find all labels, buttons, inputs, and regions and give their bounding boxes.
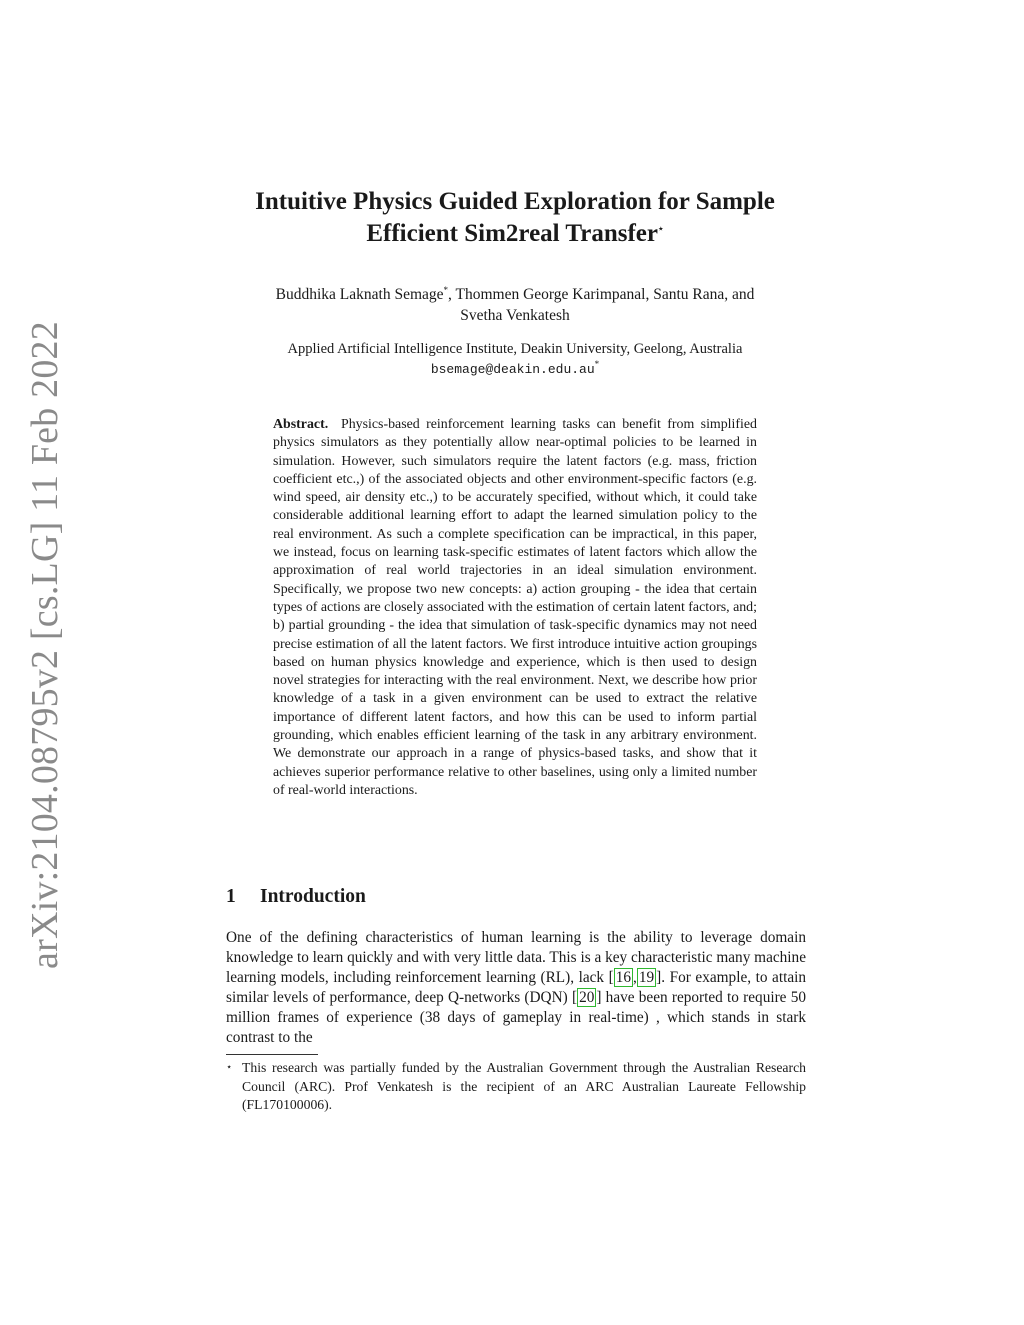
email-line xyxy=(200,359,830,380)
other-authors: , Thommen George Karimpanal, Santu Rana, and xyxy=(448,286,755,303)
affiliation-block xyxy=(200,339,830,380)
intro-text-3: have been reported to require 50 million frames of experience (38 days of gameplay in real-time) , which stands in stark contrast to the xyxy=(226,989,806,1046)
author-list xyxy=(200,284,830,326)
citation-link-20[interactable]: 20 xyxy=(579,989,595,1006)
email-link[interactable]: bsemage@deakin.edu.au xyxy=(430,362,595,377)
citation-link-16[interactable]: 16 xyxy=(615,969,632,986)
intro-text-1: One of the defining characteristics of human learning is the ability to leverage domain knowledge to learn quickly and with very little data. This is a key characteristic many machine learning models, including reinforcement learning (RL), lack xyxy=(226,929,806,986)
citation-separator: , xyxy=(633,969,637,986)
footnote-mark: ⋆ xyxy=(226,1062,233,1073)
abstract-text: Physics-based reinforcement learning tasks can benefit from simplified physics simulators as they potentially allow near-optimal policies to be learned in simulation. However, such simulators require the latent factors (e.g. mass, friction coefficient etc.,) of the associated objects and other environment-specific factors (e.g. wind speed, air density etc.,) to be accurately specified, without which, it could take considerable additional learning effort to adapt the learned simulation policy to the real environment. As such a complete specification can be impractical, in this paper, we instead, focus on learning task-specific estimates of latent factors which allow the approximation of real world trajectories in an ideal simulation environment. Specifically, we propose two new concepts: a) action grouping - the idea that certain types of actions are closely associated with the estimation of certain latent factors, and; b) partial grounding - the idea that simulation of task-specific dynamics may not need precise estimation of all the latent factors. We first introduce intuitive action groupings based on human physics knowledge and experience, which is then used to design novel strategies for interacting with the real environment. Next, we describe how prior knowledge of a task in a given environment can be used to extract the relative importance of different latent factors, and how this can be used to inform partial grounding, which enables efficient learning of the task in any arbitrary environment. We demonstrate our approach in a range of physics-based tasks, and show that it achieves superior performance relative to other baselines, using only a limited number of real-world interactions. xyxy=(273,417,758,798)
title-line-2 xyxy=(190,218,840,250)
arxiv-identifier-text: arXiv:2104.08795v2 [cs.LG] 11 Feb 2022 xyxy=(24,321,67,969)
first-author: Buddhika Laknath Semage xyxy=(275,286,444,303)
section-heading-introduction xyxy=(226,886,366,908)
authors-line-2: Svetha Venkatesh xyxy=(460,307,570,324)
section-title: Introduction xyxy=(260,886,366,907)
abstract-label: Abstract. xyxy=(273,417,329,432)
authors-line-1 xyxy=(200,284,830,305)
paper-title xyxy=(190,186,840,250)
abstract xyxy=(273,416,757,800)
title-line-1: Intuitive Physics Guided Exploration for Sample xyxy=(255,188,775,215)
arxiv-identifier xyxy=(22,321,68,969)
title-footnote-mark: ⋆ xyxy=(657,223,664,234)
section-number: 1 xyxy=(226,886,236,907)
footnote xyxy=(226,1059,806,1115)
affiliation: Applied Artificial Intelligence Institute, Deakin University, Geelong, Australia xyxy=(287,341,743,357)
intro-text-2: . For example, to attain similar levels of performance, deep Q-networks (DQN) xyxy=(226,969,807,1006)
title-line-2-text: Efficient Sim2real Transfer xyxy=(366,220,658,247)
footnote-rule xyxy=(226,1054,318,1055)
footnote-text: This research was partially funded by the Australian Government through the Australian Research Council (ARC). Prof Venkatesh is the recipient of an ARC Australian Laureate Fellowship (FL170100006). xyxy=(242,1060,806,1113)
author-mark: * xyxy=(443,284,449,295)
citation-link-19[interactable]: 19 xyxy=(638,969,655,986)
introduction-paragraph: One of the defining characteristics of human learning is the ability to leverage domain knowledge to learn quickly and with very little data. This is a key characteristic many machine learning models, including reinforcement learning (RL), lack [ 16 , 19 ]. For example, to attain similar levels of performance, deep Q-networks (DQN) [ 20 ] have been reported to require 50 million frames of experience (38 days of gameplay in real-time) , which stands in stark contrast to the xyxy=(226,929,807,1046)
email-mark: * xyxy=(594,359,600,370)
